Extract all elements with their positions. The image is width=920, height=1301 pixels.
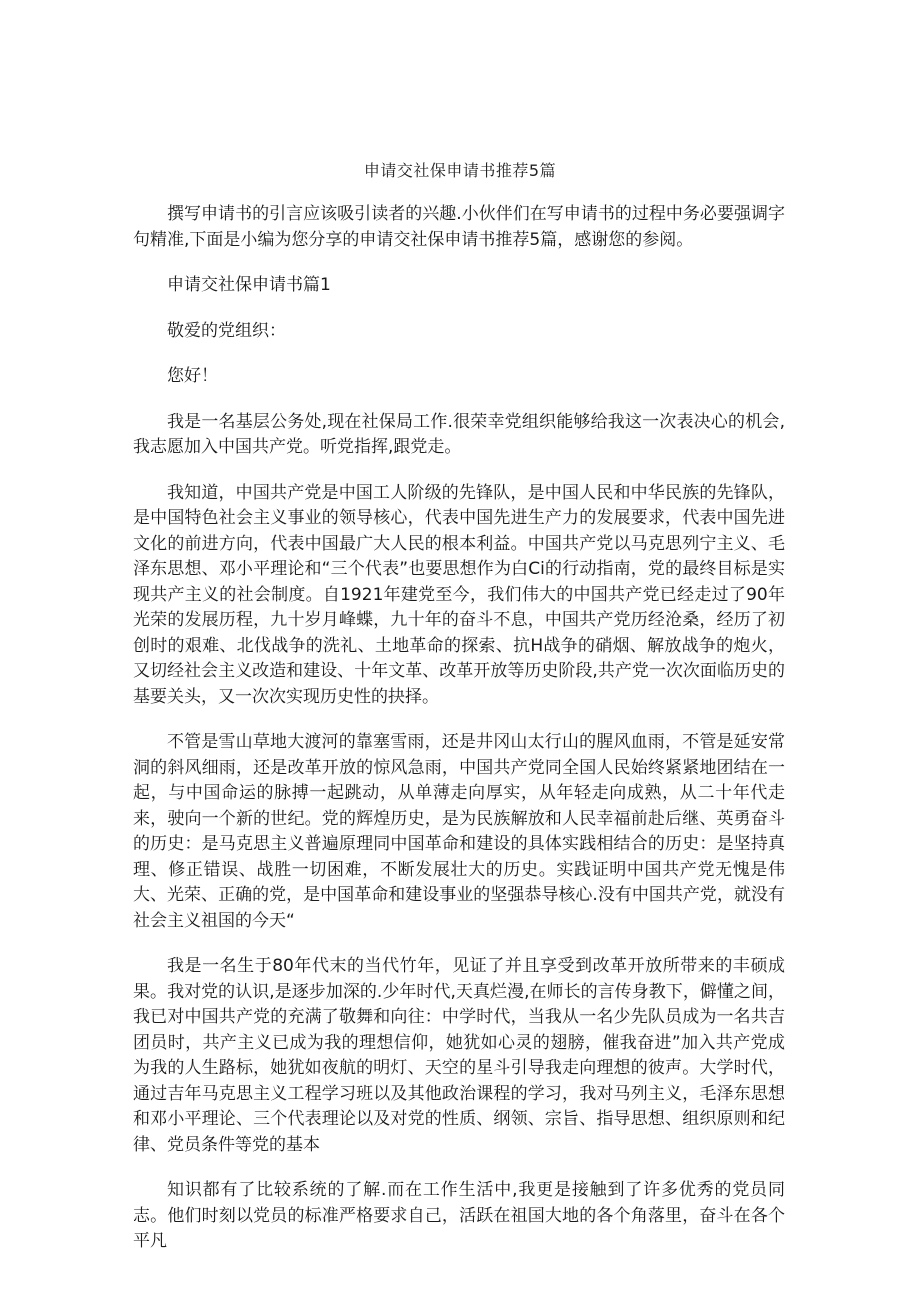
document-body — [133, 202, 785, 1275]
intro-paragraph: 撰写申请书的引言应该吸引读者的兴趣.小伙伴们在写申请书的过程中务必要强调字句精准,下面是小编为您分享的申请交社保申请书推荐5篇，感谢您的参阅。 — [133, 204, 785, 250]
body-paragraph: 我知道，中国共产党是中国工人阶级的先锋队，是中国人民和中华民族的先锋队，是中国特色社会主义事业的领导核心，代表中国先进生产力的发展要求，代表中国先进文化的前进方向，代表中国最广大人民的根本利益。中国共产党以马克思列宁主义、毛泽东思想、邓小平理论和“三个代表”也要思想作为白Ci的行动指南，党的最终目标是实现共产主义的社会制度。自1921年建党至今，我们伟大的中国共产党已经走过了90年光荣的发展历程，九十岁月峰蝶，九十年的奋斗不息，中国共产党历经沧桑，经历了初创时的艰难、北伐战争的洗礼、土地革命的探索、抗H战争的硝烟、解放战争的炮火，又切经社会主义改造和建设、十年文革、改革开放等历史阶段,共产党一次次面临历史的基要关头，又一次次实现历史性的抉择。 — [133, 482, 785, 707]
body-paragraph: 我是一名基层公务处,现在社保局工作.很荣幸党组织能够给我这一次表决心的机会,我志愿加入中国共产党。听党指挥,跟党走。 — [133, 411, 785, 457]
section-heading: 申请交社保申请书篇1 — [167, 275, 331, 295]
body-paragraph: 知识都有了比较系统的了解.而在工作生活中,我更是接触到了许多优秀的党员同志。他们时刻以党员的标准严格要求自己，活跃在祖国大地的各个角落里，奋斗在各个平凡 — [133, 1180, 785, 1251]
salutation: 敬爱的党组织： — [167, 320, 286, 341]
body-paragraph: 不管是雪山草地大渡河的靠塞雪雨，还是井冈山太行山的腥风血雨，不管是延安常洞的斜风细雨，还是改革开放的惊风急雨，中国共产党同全国人民始终紧紧地团结在一起，与中国命运的脉搏一起跳动，从单薄走向厚实，从年轻走向成熟，从二十年代走来，驶向一个新的世纪。党的辉煌历史，是为民族解放和人民幸福前赴后继、英勇奋斗的历史：是马克思主义普遍原理同中国革命和建设的具体实践相结合的历史：是坚持真理、修正错误、战胜一切困难，不断发展壮大的历史。实践证明中国共产党无愧是伟大、光荣、正确的党，是中国革命和建设事业的坚强恭导核心.没有中国共产党，就没有社会主义祖国的今天“ — [133, 732, 785, 931]
greeting: 您好！ — [167, 366, 218, 386]
document-title: 申请交社保申请书推荐5篇 — [363, 161, 557, 180]
body-paragraph: 我是一名生于80年代末的当代竹年，见证了并且享受到改革开放所带来的丰硕成果。我对党的认识,是逐步加深的.少年时代,天真烂漫,在师长的言传身教下，僻懂之间，我已对中国共产党的充满了敬舞和向往：中学时代，当我从一名少先队员成为一名共吉团员时，共产主义已成为我的理想信仰，她犹如心灵的翅膀，催我奋进”加入共产党成为我的人生路标，她犹如夜航的明灯、天空的星斗引导我走向理想的彼声。大学时代，通过吉年马克思主义工程学习班以及其他政治课程的学习，我对马列主义，毛泽东思想和邓小平理论、三个代表理论以及对党的性质、纲领、宗旨、指导思想、组织原则和纪律、党员条件等党的基本 — [133, 956, 785, 1155]
